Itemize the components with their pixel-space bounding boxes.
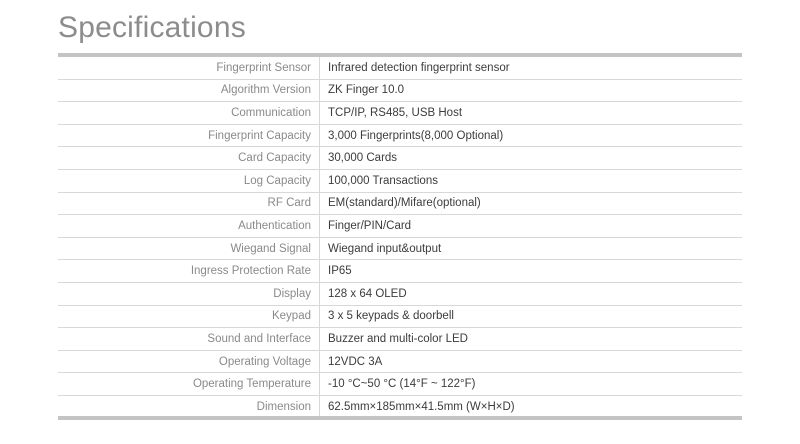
spec-value: Wiegand input&output: [328, 242, 442, 255]
spec-label: Operating Temperature: [58, 373, 320, 395]
spec-label: Wiegand Signal: [58, 238, 320, 260]
table-row: [58, 328, 742, 351]
table-row: [58, 80, 742, 103]
table-row: [58, 170, 742, 193]
table-row: [58, 125, 742, 148]
spec-label: Ingress Protection Rate: [58, 260, 320, 282]
spec-label: Dimension: [58, 396, 320, 419]
spec-value: 100,000 Transactions: [328, 174, 438, 187]
spec-value: Buzzer and multi-color LED: [328, 332, 468, 345]
table-row: [58, 306, 742, 329]
spec-label: Card Capacity: [58, 147, 320, 169]
spec-value: 62.5mm×185mm×41.5mm (W×H×D): [328, 401, 515, 414]
spec-label: RF Card: [58, 193, 320, 215]
table-row: [58, 102, 742, 125]
table-row: [58, 193, 742, 216]
table-row: [58, 260, 742, 283]
spec-value: Finger/PIN/Card: [328, 219, 412, 232]
specifications-table: [58, 57, 742, 419]
spec-value: TCP/IP, RS485, USB Host: [328, 106, 463, 119]
table-row: [58, 283, 742, 306]
spec-label: Keypad: [58, 306, 320, 328]
spec-label: Display: [58, 283, 320, 305]
spec-label: Sound and Interface: [58, 328, 320, 350]
spec-value: 3,000 Fingerprints(8,000 Optional): [328, 129, 504, 142]
spec-value: IP65: [328, 265, 352, 278]
spec-value: EM(standard)/Mifare(optional): [328, 197, 481, 210]
page-title: Specifications: [58, 11, 246, 44]
table-row: [58, 215, 742, 238]
spec-label: Operating Voltage: [58, 351, 320, 373]
spec-label: Communication: [58, 102, 320, 124]
bottom-divider: [58, 416, 742, 420]
spec-value: -10 °C~50 °C (14°F ~ 122°F): [328, 378, 476, 391]
spec-label: Log Capacity: [58, 170, 320, 192]
spec-label: Fingerprint Sensor: [58, 57, 320, 79]
table-row: [58, 373, 742, 396]
spec-value: 12VDC 3A: [328, 355, 383, 368]
spec-value: 3 x 5 keypads & doorbell: [328, 310, 454, 323]
spec-value: 30,000 Cards: [328, 152, 398, 165]
spec-value: 128 x 64 OLED: [328, 287, 407, 300]
spec-label: Fingerprint Capacity: [58, 125, 320, 147]
table-row: [58, 238, 742, 261]
spec-value: Infrared detection fingerprint sensor: [328, 61, 510, 74]
table-row: [58, 147, 742, 170]
spec-label: Authentication: [58, 215, 320, 237]
table-row: [58, 351, 742, 374]
spec-label: Algorithm Version: [58, 80, 320, 102]
spec-value: ZK Finger 10.0: [328, 84, 405, 97]
table-row: [58, 57, 742, 80]
